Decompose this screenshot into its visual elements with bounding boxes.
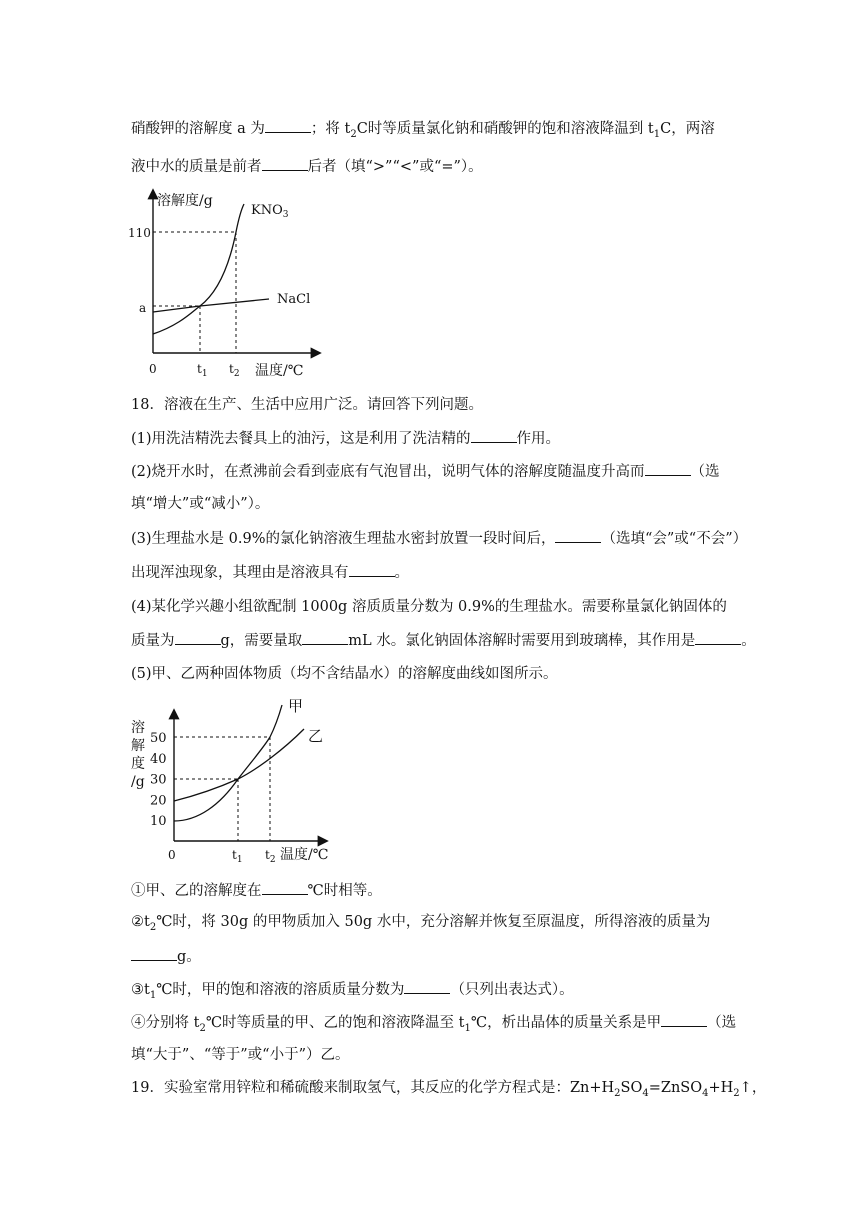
q17-line2 <box>131 156 483 177</box>
q17-text: 液中水的质量是前者 <box>131 159 262 175</box>
x-axis-label: 温度/℃ <box>255 363 304 379</box>
q17-line1 <box>131 118 715 145</box>
q18-text: (3)生理盐水是 0.9%的氯化钠溶液生理盐水密封放置一段时间后， <box>131 531 556 547</box>
answer-blank[interactable] <box>555 528 601 543</box>
answer-blank[interactable] <box>131 946 177 961</box>
q18-text: 填“增大”或“减小”）。 <box>131 496 270 512</box>
solubility-chart-kno3-nacl <box>125 185 335 380</box>
answer-blank[interactable] <box>471 428 517 443</box>
y-axis-label: /g <box>131 774 145 790</box>
q19-text: ↑， <box>739 1080 767 1096</box>
q18-text: (4)某化学兴趣小组欲配制 1000g 溶质质量分数为 0.9%的生理盐水。需要称量氯化钠固体的 <box>131 599 727 615</box>
q18-text: (1)用洗洁精洗去餐具上的油污，这是利用了洗洁精的 <box>131 431 471 447</box>
q18-text: g，需要量取 <box>220 633 303 649</box>
jia-curve <box>174 705 282 821</box>
y-tick-50: 50 <box>150 731 167 746</box>
y-tick-30: 30 <box>150 772 167 788</box>
q18-text: ℃，析出晶体的质量关系是甲 <box>470 1015 662 1031</box>
q18-text: (2)烧开水时，在煮沸前会看到壶底有气泡冒出，说明气体的溶解度随温度升高而 <box>131 464 645 480</box>
q18-text: 质量为 <box>131 633 175 649</box>
q19-text: 19．实验室常用锌粒和稀硫酸来制取氢气，其反应的化学方程式是：Zn+H <box>131 1080 615 1096</box>
q18-text: ℃时相等。 <box>307 883 382 899</box>
q18-text: 作用。 <box>516 431 561 447</box>
y-tick-a: a <box>139 301 147 315</box>
q18-text: ℃时，甲的饱和溶液的溶质质量分数为 <box>156 982 405 998</box>
answer-blank[interactable] <box>262 880 308 895</box>
subscript: 1 <box>149 989 157 1001</box>
q18-s2 <box>131 912 710 938</box>
q18-text: （选填“会”或“不会”） <box>601 531 748 547</box>
q18-p1 <box>131 428 560 449</box>
origin-label: 0 <box>149 362 157 376</box>
x-axis-label: 温度/℃ <box>280 847 329 863</box>
q18-p2 <box>131 461 720 482</box>
y-tick-110: 110 <box>128 226 151 240</box>
q17-text: C时等质量氯化钠和硝酸钾的饱和溶液降温到 t <box>356 121 654 137</box>
subscript: 2 <box>733 1087 740 1099</box>
q18-text: 。 <box>394 565 409 581</box>
q18-text: ①甲、乙的溶解度在 <box>131 883 262 899</box>
origin-label: 0 <box>168 848 176 862</box>
series-label-jia: 甲 <box>288 697 304 715</box>
subscript: 2 <box>614 1087 621 1099</box>
q18-text: g。 <box>177 949 201 965</box>
answer-blank[interactable] <box>302 630 348 645</box>
q18-p3 <box>131 528 747 549</box>
subscript: 1 <box>653 128 661 140</box>
q18-text: 出现浑浊现象，其理由是溶液具有 <box>131 565 349 581</box>
x-tick-t1: $t_1$ <box>232 848 243 865</box>
answer-blank[interactable] <box>175 630 221 645</box>
series-label-kno3: $KNO_3$ <box>251 203 289 220</box>
q18-p3-cont <box>131 562 409 583</box>
subscript: 2 <box>350 128 357 140</box>
nacl-curve <box>153 299 269 312</box>
q17-text: 硝酸钾的溶解度 a 为 <box>131 121 265 137</box>
subscript: 1 <box>464 1022 471 1034</box>
series-label-yi: 乙 <box>308 727 324 745</box>
q18-text: mL 水。氯化钠固体溶解时需要用到玻璃棒，其作用是 <box>348 633 696 649</box>
q18-p5 <box>131 664 558 684</box>
q19-line1 <box>131 1078 766 1104</box>
x-tick-t2: $t_2$ <box>265 848 276 865</box>
solubility-chart-jia-yi <box>128 695 338 867</box>
subscript: 2 <box>199 1022 206 1034</box>
subscript: 4 <box>642 1087 649 1099</box>
q18-p4 <box>131 597 727 617</box>
q18-text: ③t <box>131 982 150 998</box>
q18-p4-cont <box>131 630 756 651</box>
yi-curve <box>174 729 304 801</box>
q19-text: SO <box>620 1080 643 1096</box>
q18-title-text: 18．溶液在生产、生活中应用广泛。请回答下列问题。 <box>131 397 483 413</box>
q17-text: C，两溶 <box>660 121 715 137</box>
q18-text: （只列出表达式）。 <box>450 982 574 998</box>
answer-blank[interactable] <box>262 156 308 171</box>
series-label-nacl: NaCl <box>277 292 311 307</box>
q18-text: （选 <box>707 1015 737 1031</box>
subscript: 4 <box>702 1087 709 1099</box>
y-axis-label: 溶解度/g <box>157 193 213 209</box>
answer-blank[interactable] <box>349 562 395 577</box>
subscript: 2 <box>149 921 157 933</box>
q18-text: (5)甲、乙两种固体物质（均不含结晶水）的溶解度曲线如图所示。 <box>131 666 558 682</box>
y-tick-20: 20 <box>150 793 167 809</box>
q18-s4-cont <box>131 1045 349 1065</box>
q18-text: ℃时等质量的甲、乙的饱和溶液降温至 t <box>205 1015 465 1031</box>
y-ticks <box>150 731 167 829</box>
q17-text: ；将 t <box>310 121 351 137</box>
y-tick-40: 40 <box>150 751 167 767</box>
q19-text: +H <box>708 1080 734 1096</box>
q18-text: ℃时，将 30g 的甲物质加入 50g 水中，充分溶解并恢复至原温度，所得溶液的质量为 <box>156 914 711 930</box>
answer-blank[interactable] <box>404 979 450 994</box>
y-axis-label: 溶 <box>131 720 145 736</box>
y-tick-10: 10 <box>150 814 167 830</box>
q18-p2-cont <box>131 494 269 514</box>
answer-blank[interactable] <box>265 118 311 133</box>
q17-text: 后者（填“>”“<”或“=”）。 <box>307 159 483 175</box>
answer-blank[interactable] <box>661 1012 707 1027</box>
q18-title <box>131 395 483 415</box>
q19-text: =ZnSO <box>648 1080 703 1096</box>
q18-text: 。 <box>741 633 756 649</box>
q18-s3 <box>131 979 574 1006</box>
answer-blank[interactable] <box>645 461 691 476</box>
kno3-curve <box>153 204 244 334</box>
q18-text: ④分别将 t <box>131 1015 200 1031</box>
y-axis-label: 度 <box>131 756 145 772</box>
answer-blank[interactable] <box>695 630 741 645</box>
x-tick-t2: $t_2$ <box>229 362 240 379</box>
q18-s4 <box>131 1012 736 1039</box>
q18-text: ②t <box>131 914 150 930</box>
y-axis-label: 解 <box>131 738 145 754</box>
q18-text: （选 <box>690 464 720 480</box>
q18-s2-cont <box>131 946 201 967</box>
q18-text: 填“大于”、“等于”或“小于”）乙。 <box>131 1047 350 1063</box>
q18-s1 <box>131 880 382 901</box>
x-tick-t1: $t_1$ <box>197 362 208 379</box>
